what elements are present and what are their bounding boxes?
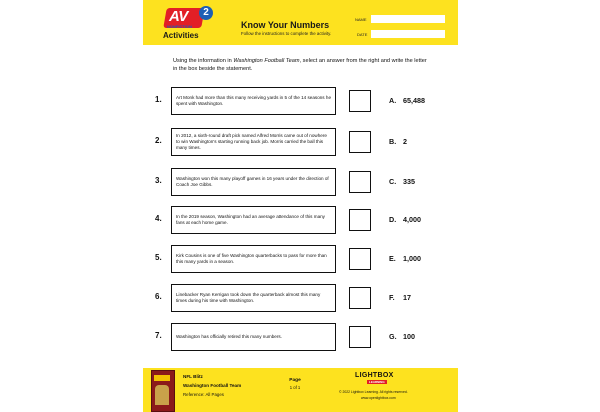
question-row [143,323,458,353]
copyright-text: © 2022 Lightbox Learning. All rights reserved. [339,390,408,394]
page-subtitle: Follow the instructions to complete the activity. [241,31,332,36]
statement-box [171,245,336,273]
av2-logo [165,6,213,30]
footer-band [143,368,458,412]
option-value: 2 [403,137,407,146]
cover-title-stripe [154,375,170,381]
lightbox-sub-logo: LEARNING [369,380,385,384]
question-number: 1. [155,95,162,104]
statement-text: Art Monk had more than this many receiving yards in 5 of the 14 seasons he spent with Washington. [176,95,331,106]
option-value: 65,488 [403,96,425,105]
date-label: DATE [357,32,368,37]
answer-box[interactable] [349,131,371,153]
statement-box [171,284,336,312]
answer-box[interactable] [349,90,371,112]
reference-text: Reference: All Pages [183,392,225,397]
name-label: NAME [355,17,367,22]
page-number: 1 of 1 [289,385,301,390]
statement-text: Washington has officially retired this many numbers. [176,334,282,339]
statement-text: In the 2019 season, Washington had an average attendance of this many fans at each home game. [176,214,325,225]
option-value: 4,000 [403,215,421,224]
question-row [143,87,458,117]
option-letter: F. [389,293,395,302]
option-letter: D. [389,215,397,224]
answer-box[interactable] [349,287,371,309]
name-field[interactable] [371,15,445,23]
book-title: Washington Football Team [183,383,242,388]
question-number: 2. [155,136,162,145]
option-value: 17 [403,293,411,302]
option-letter: B. [389,137,397,146]
worksheet-page [143,0,458,412]
instructions [173,58,431,74]
option-value: 1,000 [403,254,421,263]
question-number: 3. [155,176,162,185]
intro-text-before: Using the information in [173,58,234,64]
option-letter: A. [389,96,397,105]
option-letter: G. [389,332,397,341]
option-value: 335 [403,177,415,186]
question-row [143,168,458,198]
logo-sub: NONFICTION [167,24,192,29]
header-band [143,0,458,45]
question-number: 4. [155,214,162,223]
answer-option [389,177,415,186]
intro-text-after: , select an answer from the right and write the letter in the box beside the statement. [173,58,427,72]
question-row [143,245,458,275]
logo-text: AV [169,8,188,25]
answer-option [389,332,415,341]
cover-player-figure [155,385,169,405]
activities-label: Activities [163,31,199,40]
answer-option [389,254,421,263]
answer-box[interactable] [349,209,371,231]
date-field[interactable] [371,30,445,38]
lightbox-logo: LIGHTBOX [355,372,394,379]
question-number: 7. [155,331,162,340]
answer-box[interactable] [349,248,371,270]
answer-option [389,96,425,105]
option-value: 100 [403,332,415,341]
page-label: Page [289,378,301,383]
book-cover-thumbnail [151,370,175,412]
statement-text: In 2012, a sixth-round draft pick named Alfred Morris came out of nowhere to win Washington's starting running back job. Morris carried the ball this many times. [176,133,327,150]
series-name: NFL Blitz [183,374,203,379]
statement-box [171,168,336,196]
statement-text: Kirk Cousins is one of five Washington quarterbacks to pass for more than this many yards in a season. [176,253,327,264]
statement-box [171,323,336,351]
answer-box[interactable] [349,326,371,348]
option-letter: E. [389,254,396,263]
question-number: 6. [155,292,162,301]
statement-box [171,206,336,234]
answer-box[interactable] [349,171,371,193]
question-row [143,206,458,236]
question-row [143,284,458,314]
logo-badge: 2 [199,6,213,20]
statement-text: Washington won this many playoff games in 16 years under the direction of Coach Joe Gibbs. [176,176,329,187]
website-url: www.openlightbox.com [361,396,396,400]
page-title: Know Your Numbers [241,20,330,30]
answer-option [389,293,411,302]
question-number: 5. [155,253,162,262]
question-row [143,128,458,158]
answer-option [389,137,407,146]
option-letter: C. [389,177,397,186]
statement-box [171,128,336,156]
statement-text: Linebacker Ryan Kerrigan took down the quarterback almost this many times during his time with Washington. [176,292,321,303]
intro-book-title: Washington Football Team [233,58,300,64]
statement-box [171,87,336,115]
answer-option [389,215,421,224]
